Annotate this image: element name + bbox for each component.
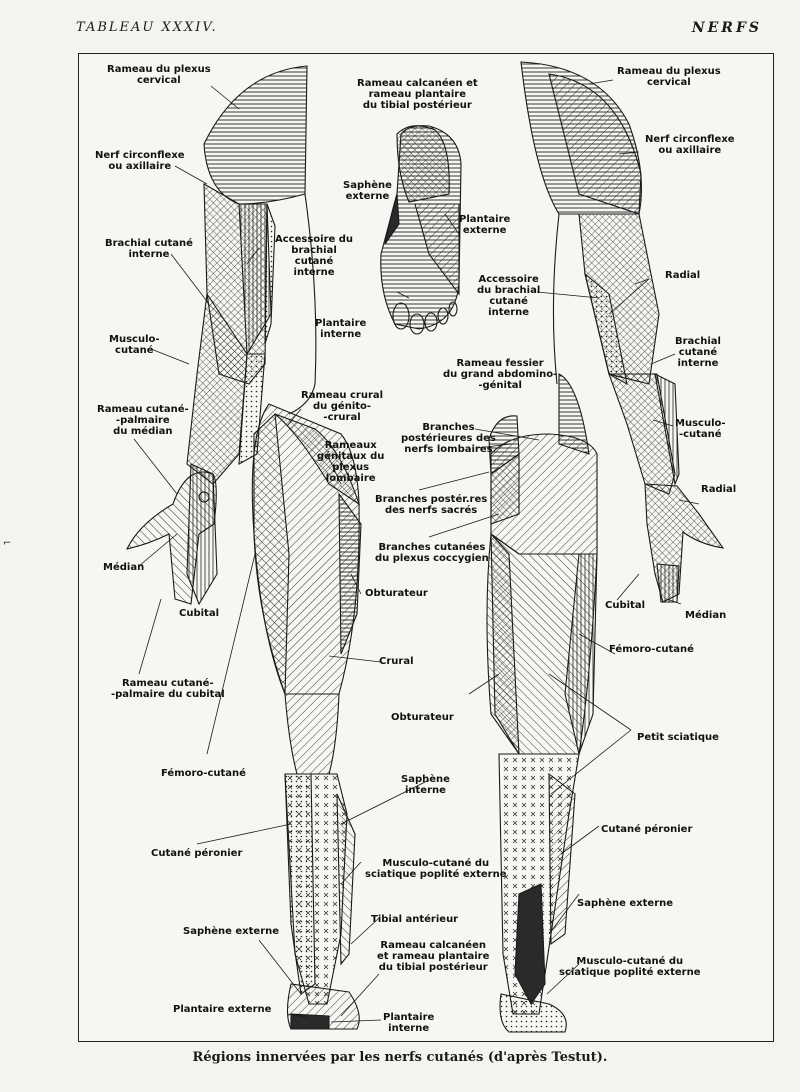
label-musculo-cutane-r: Musculo- -cutané	[675, 418, 726, 440]
label-accessoire-brachial: Accessoire du brachial cutané interne	[275, 234, 354, 278]
label-plantaire-interne: Plantaire interne	[383, 1012, 435, 1034]
label-plantaire-externe: Plantaire externe	[173, 1004, 272, 1015]
sole-inset	[381, 126, 461, 334]
label-saphene-externe-r: Saphène externe	[577, 898, 674, 909]
label-cutane-peronier-r: Cutané péronier	[601, 824, 693, 835]
label-calcaneen-bottom: Rameau calcanéen et rameau plantaire du tibial postérieur	[377, 940, 490, 973]
label-saphene-externe: Saphène externe	[183, 926, 280, 937]
label-radial: Radial	[665, 270, 701, 281]
label-radial-2: Radial	[701, 484, 737, 495]
label-rameau-palmaire-cubital: Rameau cutané- -palmaire du cubital	[111, 678, 225, 700]
label-cutane-peronier: Cutané péronier	[151, 848, 243, 859]
front-figure	[127, 66, 361, 1029]
plate-number: TABLEAU XXXIV.	[76, 20, 218, 35]
label-rameau-crural: Rameau crural du génito- -crural	[301, 390, 384, 423]
section-title: NERFS	[691, 20, 762, 36]
label-median: Médian	[103, 562, 145, 573]
label-femoro-cutane-r: Fémoro-cutané	[609, 644, 694, 655]
label-musculo-cutane-sciatique-r: Musculo-cutané du sciatique poplité externe	[559, 956, 701, 978]
figure-caption: Régions innervées par les nerfs cutanés (d'après Testut).	[192, 1050, 608, 1065]
label-r-rameau-plexus-cervical: Rameau du plexus cervical	[617, 66, 721, 88]
margin-mark: ⌐	[3, 538, 12, 549]
label-rameau-plexus-cervical: Rameau du plexus cervical	[107, 64, 211, 86]
label-branches-lombaires: Branches postérieures des nerfs lombaires	[401, 422, 496, 455]
label-cubital: Cubital	[179, 608, 219, 619]
label-tibial-anterieur: Tibial antérieur	[371, 914, 459, 925]
label-brachial-cutane-interne-r: Brachial cutané interne	[675, 336, 721, 369]
label-median-r: Médian	[685, 610, 727, 621]
label-crural: Crural	[379, 656, 414, 667]
label-obturateur-back: Obturateur	[391, 712, 454, 723]
label-plantaire-externe-foot: Plantaire externe	[459, 214, 511, 236]
label-petit-sciatique: Petit sciatique	[637, 732, 719, 743]
label-nerf-circonflexe: Nerf circonflexe ou axillaire	[95, 150, 185, 172]
label-rameau-palmaire-median: Rameau cutané- -palmaire du médian	[97, 404, 189, 437]
label-saphene-externe-foot: Saphène externe	[343, 180, 392, 202]
label-plantaire-interne-foot: Plantaire interne	[315, 318, 367, 340]
label-saphene-interne: Saphène interne	[401, 774, 450, 796]
label-obturateur: Obturateur	[365, 588, 428, 599]
label-femoro-cutane: Fémoro-cutané	[161, 768, 246, 779]
back-figure	[487, 62, 723, 1032]
anatomical-plate	[78, 53, 774, 1042]
label-calcaneen-top: Rameau calcanéen et rameau plantaire du tibial postérieur	[357, 78, 478, 111]
label-rameau-fessier: Rameau fessier du grand abdomino- -génital	[443, 358, 558, 391]
label-branches-coccygien: Branches cutanées du plexus coccygien	[375, 542, 489, 564]
label-r-accessoire: Accessoire du brachial cutané interne	[477, 274, 541, 318]
label-musculo-cutane: Musculo- cutané	[109, 334, 160, 356]
label-rameaux-genitaux: Rameaux génitaux du plexus lombaire	[317, 440, 385, 484]
label-brachial-cutane-interne: Brachial cutané interne	[105, 238, 193, 260]
label-cubital-r: Cubital	[605, 600, 645, 611]
label-r-nerf-circonflexe: Nerf circonflexe ou axillaire	[645, 134, 735, 156]
label-branches-sacres: Branches postér.res des nerfs sacrés	[375, 494, 488, 516]
label-musculo-cutane-sciatique: Musculo-cutané du sciatique poplité externe	[365, 858, 507, 880]
